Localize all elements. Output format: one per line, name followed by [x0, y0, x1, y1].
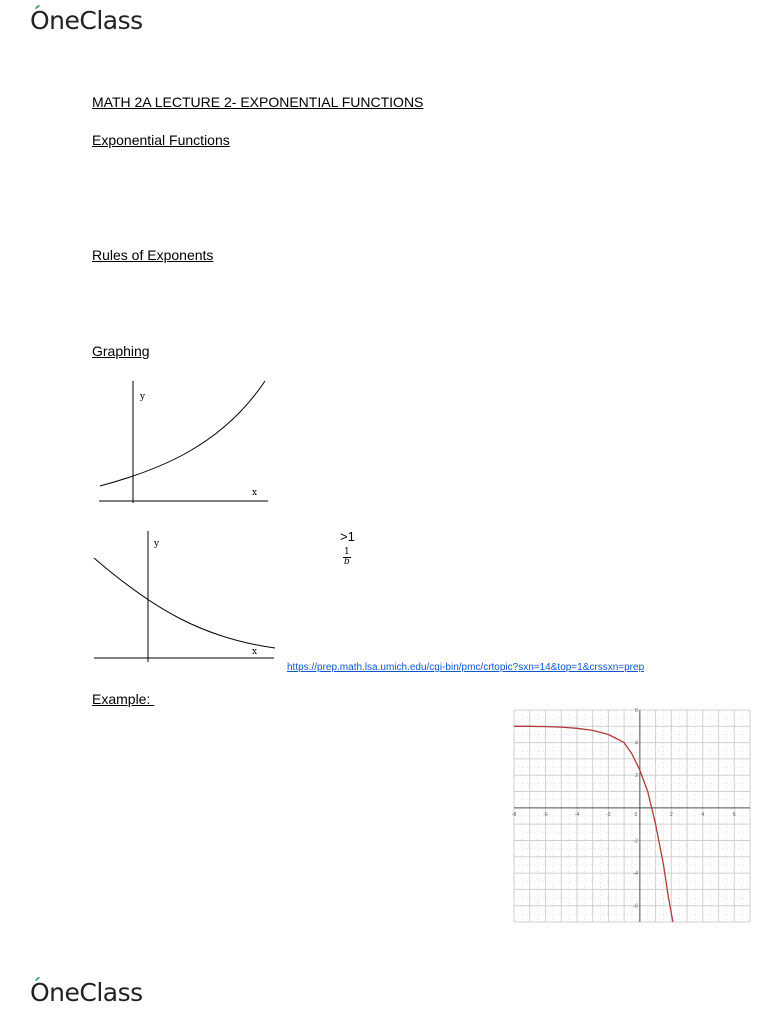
decay-curve — [94, 558, 275, 648]
section-graphing: Graphing — [92, 343, 150, 359]
example-chart — [512, 708, 752, 924]
y-tick-label: -6 — [633, 903, 638, 910]
y-axis-label: y — [140, 392, 146, 402]
x-tick-label: 2 — [669, 811, 673, 818]
x-tick-label: -4 — [574, 811, 580, 818]
y-tick-label: -2 — [633, 838, 638, 845]
section-rules-of-exponents: Rules of Exponents — [92, 247, 214, 263]
oneclass-logo-top — [24, 4, 143, 33]
y-axis-label: y — [154, 539, 160, 549]
x-tick-label: -6 — [543, 811, 548, 818]
y-tick-label: -4 — [633, 871, 638, 878]
x-tick-label: 0 — [634, 811, 638, 818]
y-tick-label: 4 — [635, 740, 638, 747]
fraction-one-over-b — [343, 548, 351, 567]
x-axis-label: x — [252, 488, 258, 498]
growth-graph — [96, 377, 271, 507]
section-exponential-functions: Exponential Functions — [92, 132, 230, 148]
decay-graph — [92, 528, 277, 663]
prep-math-link[interactable]: https://prep.math.lsa.umich.edu/cgi-bin/pmc/crtopic?sxn=14&top=1&crssxn=prep — [287, 662, 645, 673]
page-title: MATH 2A LECTURE 2- EXPONENTIAL FUNCTIONS — [92, 94, 424, 110]
y-tick-label: 6 — [635, 708, 638, 714]
y-tick-label: 2 — [635, 773, 638, 780]
brand-name: OneClass — [30, 978, 143, 1007]
growth-curve — [100, 381, 265, 486]
x-axis-label: x — [252, 647, 258, 657]
oneclass-logo-bottom — [24, 976, 143, 1005]
x-tick-label: 4 — [701, 811, 705, 818]
fraction-denominator: b — [343, 557, 350, 567]
x-tick-label: -8 — [512, 811, 517, 818]
base-greater-than-one: >1 — [340, 529, 355, 544]
x-tick-label: -2 — [606, 811, 611, 818]
section-example: Example: — [92, 691, 155, 707]
x-tick-label: 6 — [732, 811, 736, 818]
brand-name: OneClass — [30, 6, 143, 35]
fraction-numerator: 1 — [344, 547, 350, 557]
